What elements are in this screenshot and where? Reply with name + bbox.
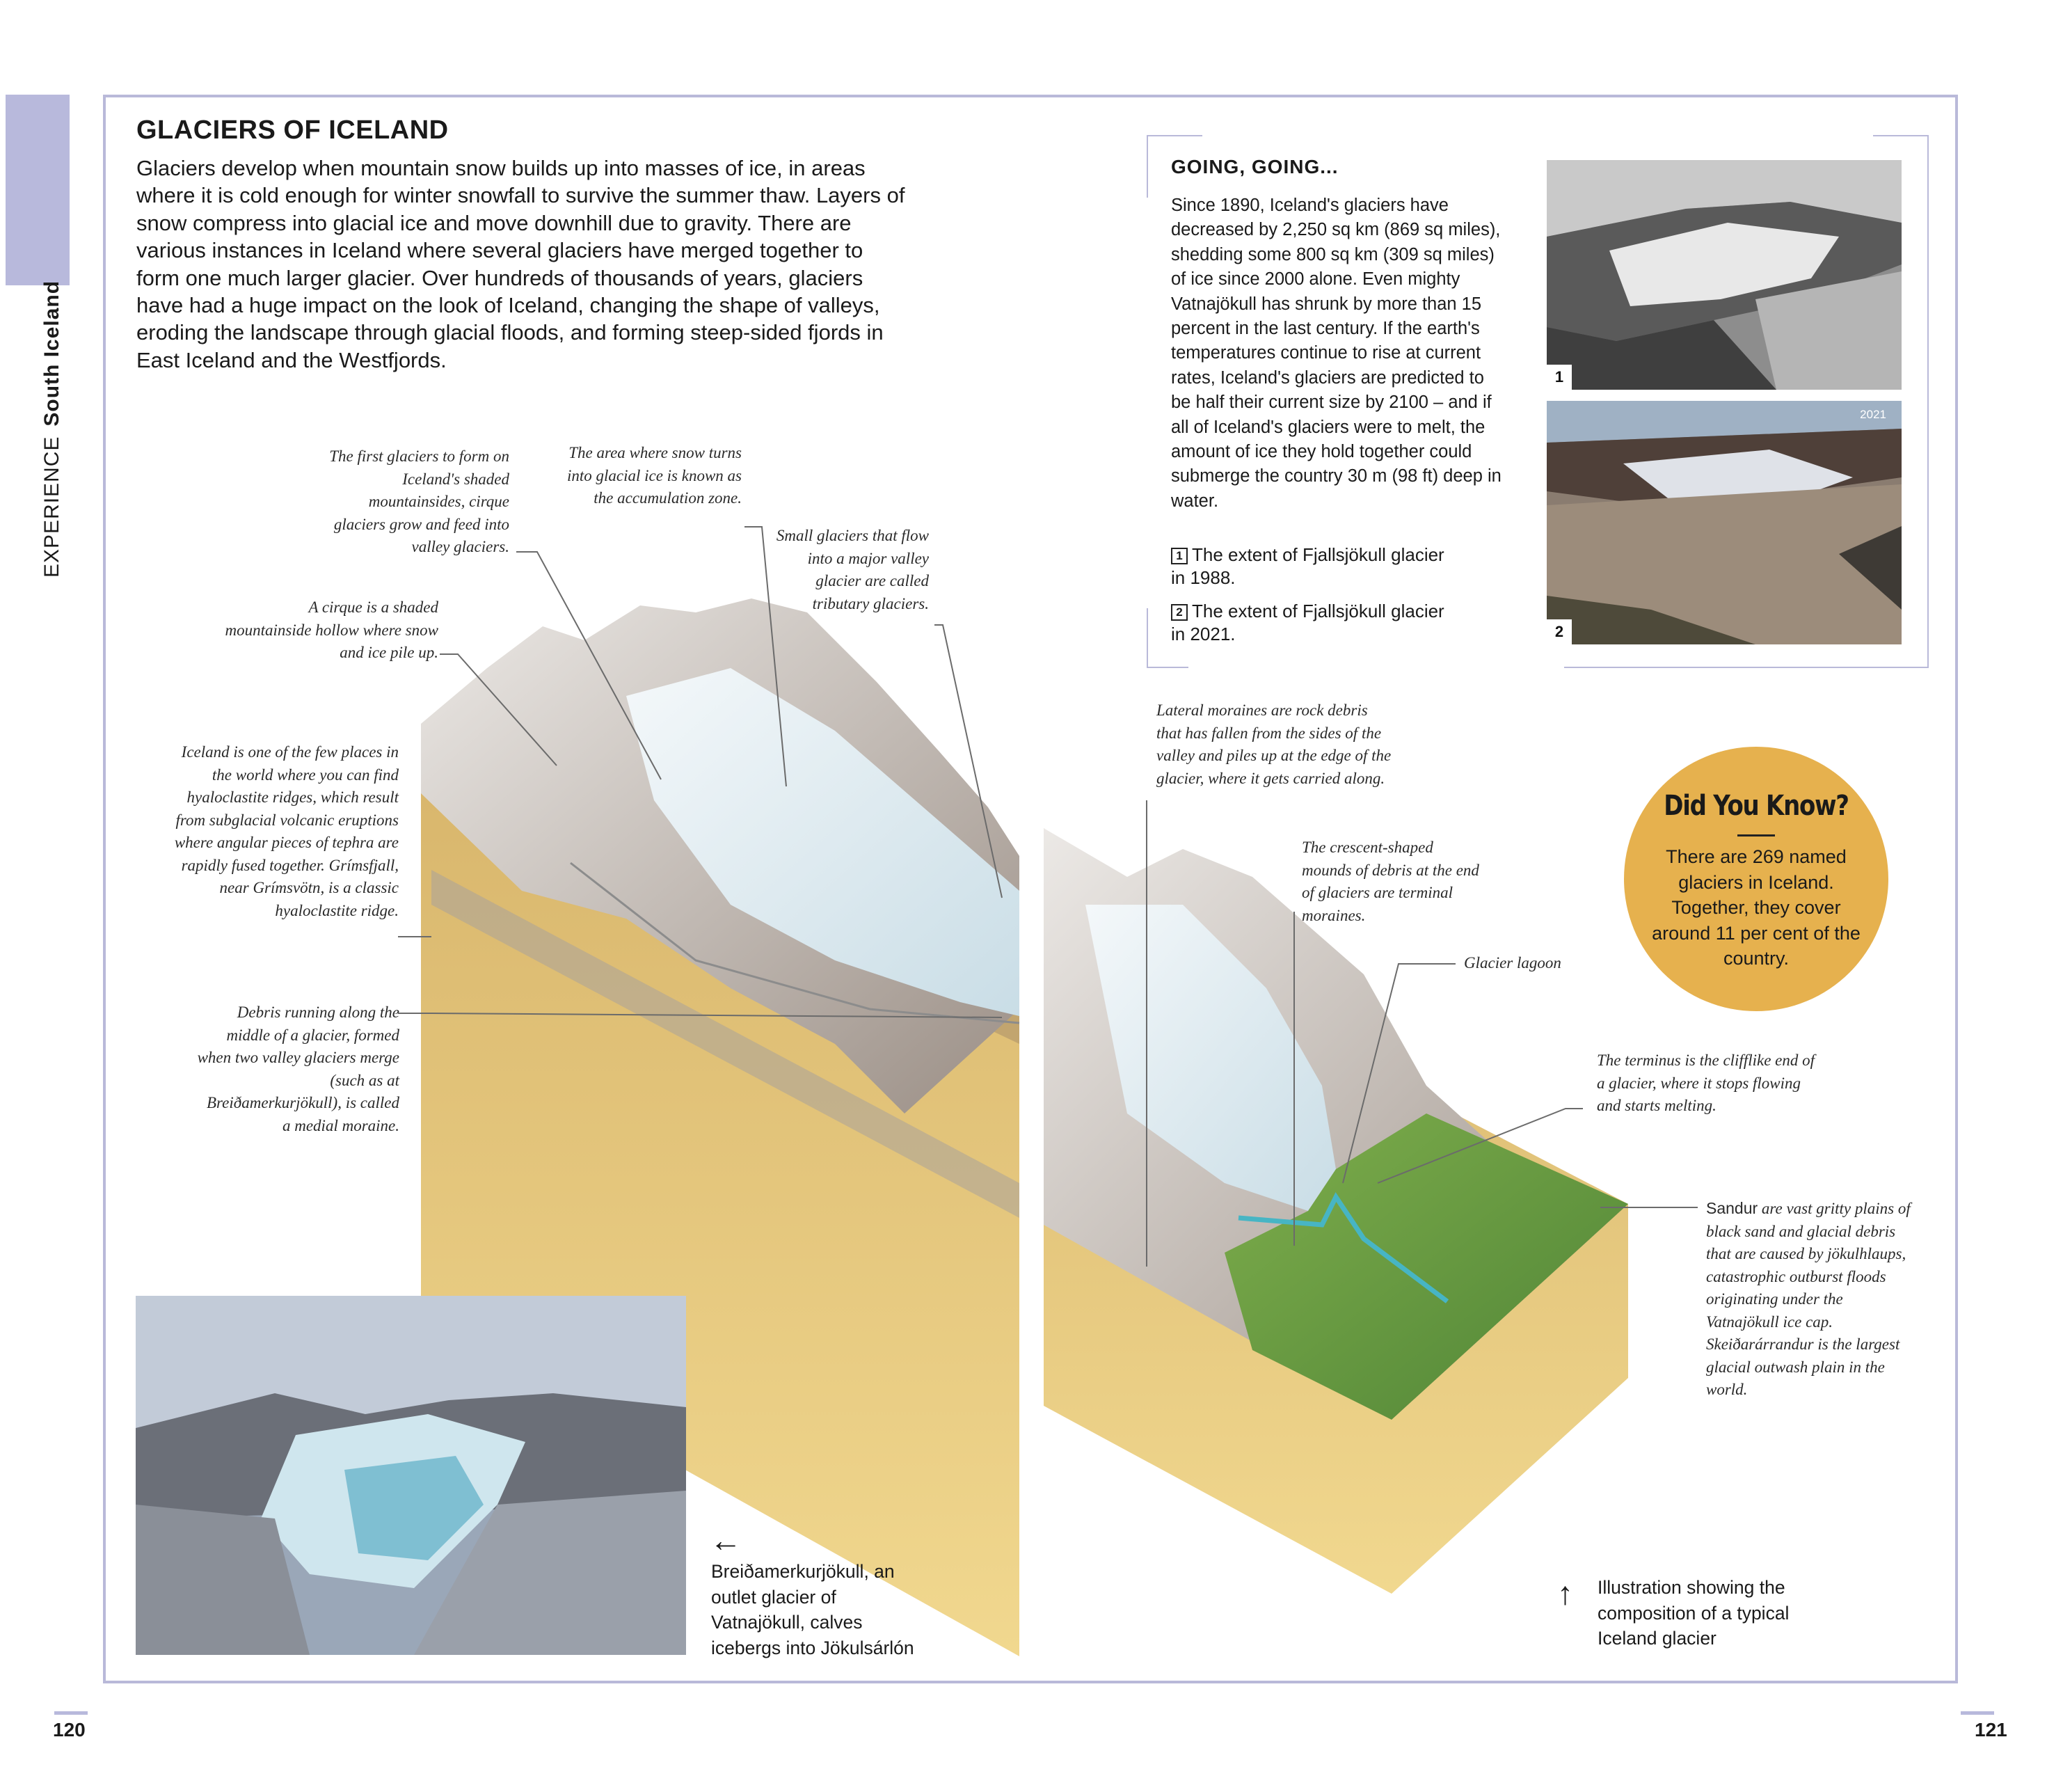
page-number-bar-left [54, 1711, 88, 1715]
did-you-know-title: Did You Know? [1664, 790, 1849, 822]
going-title: GOING, GOING... [1171, 156, 1339, 177]
going-caption-2: 2 The extent of Fjallsjökull glacier in 2021. [1171, 601, 1444, 644]
callout-accumulation-zone: The area where snow turns into glacial ice is known as the accumulation zone. [566, 444, 742, 507]
photo-number-1: 1 [1547, 365, 1572, 390]
callout-sandur: Sandur are vast gritty plains of black sand and glacial debris that are caused by jökulhlaups, catastrophic outburst floods originating under the Vatnajökull ice cap. Skeiðarárrandur is the largest glacial outwash plain in the world. [1706, 1199, 1911, 1398]
section-label: EXPERIENCESouth Iceland [40, 280, 63, 578]
callout-terminus: The terminus is the clifflike end of a glacier, where it stops flowing and starts melting. [1597, 1052, 1815, 1114]
photo-number-2: 2 [1547, 619, 1572, 644]
page-number-left: 120 [53, 1719, 86, 1741]
page-number-right: 121 [1975, 1719, 2007, 1741]
illustration-right-block [1044, 828, 1628, 1594]
photo-breidamerkurjokull [136, 1296, 686, 1655]
callout-lateral-moraines: Lateral moraines are rock debris that has fallen from the sides of the valley and piles up at the edge of the glacier, where it gets carried along. [1156, 701, 1392, 787]
photo-caption: Breiðamerkurjökull, an outlet glacier of Vatnajökull, calves icebergs into Jökulsárlón [711, 1561, 914, 1658]
caption-number-1: 1 [1171, 548, 1188, 564]
caption-number-2: 2 [1171, 604, 1188, 621]
going-paragraph: Since 1890, Iceland's glaciers have decreased by 2,250 sq km (869 sq miles), shedding some 800 sq km (309 sq miles) of ice since 2000 alone. Even mighty Vatnajökull has shrunk by more than 15 percent in the last century. If the earth's temperatures continue to rise at current rates, Iceland's glaciers are predicted to be half their current size by 2100 – and if all of Iceland's glaciers were to melt, the amount of ice they hold together could submerge the country 30 m (98 ft) deep in water. [1171, 196, 1502, 511]
did-you-know-divider [1737, 834, 1775, 836]
going-caption-1: 1 The extent of Fjallsjökull glacier in 1988. [1171, 544, 1444, 588]
callout-terminal-moraines: The crescent-shaped mounds of debris at the end of glaciers are terminal moraines. [1302, 839, 1479, 924]
did-you-know-circle [1624, 747, 1888, 1011]
callout-medial-moraine: Debris running along the middle of a glacier, formed when two valley glaciers merge (such as at Breiðamerkurjökull), is called a medial moraine. [197, 1004, 399, 1134]
callout-first-glaciers: The first glaciers to form on Iceland's shaded mountainsides, cirque glaciers grow and feed into valley glaciers. [329, 447, 509, 555]
arrow-up-icon: ↑ [1557, 1575, 1573, 1611]
page-title: GLACIERS OF ICELAND [136, 116, 449, 145]
page-number-bar-right [1961, 1711, 1994, 1715]
arrow-left-icon: ← [710, 1522, 742, 1558]
callout-glacier-lagoon: Glacier lagoon [1464, 954, 1561, 972]
photo-year-label: 2021 [1860, 408, 1886, 421]
photo-fjallsjokull-2021 [1547, 401, 1902, 644]
callout-cirque: A cirque is a shaded mountainside hollow where snow and ice pile up. [225, 598, 438, 661]
illustration-caption: Illustration showing the composition of a typical Iceland glacier [1598, 1577, 1790, 1649]
callout-tributary-glaciers: Small glaciers that flow into a major valley glacier are called tributary glaciers. [776, 527, 929, 612]
intro-paragraph: Glaciers develop when mountain snow builds up into masses of ice, in areas where it is cold enough for winter snowfall to survive the summer thaw. Layers of snow compress into glacial ice and move downhill due to gravity. There are various instances in Iceland where several glaciers have merged together to form one much larger glacier. Over hundreds of thousands of years, glaciers have had a huge impact on the look of Iceland, changing the shape of valleys, eroding the landscape through glacial floods, and forming steep-sided fjords in East Iceland and the Westfjords. [136, 156, 905, 372]
photo-fjallsjokull-1988 [1547, 160, 1902, 390]
callout-hyaloclastite: Iceland is one of the few places in the world where you can find hyaloclastite ridges, which result from subglacial volcanic eruptions where angular pieces of tephra are rapidly fused together. Grímsfjall, near Grímsvötn, is a classic hyaloclastite ridge. [174, 743, 399, 919]
did-you-know-text: There are 269 named glaciers in Iceland. Together, they cover around 11 per cent of the country. [1652, 846, 1861, 969]
